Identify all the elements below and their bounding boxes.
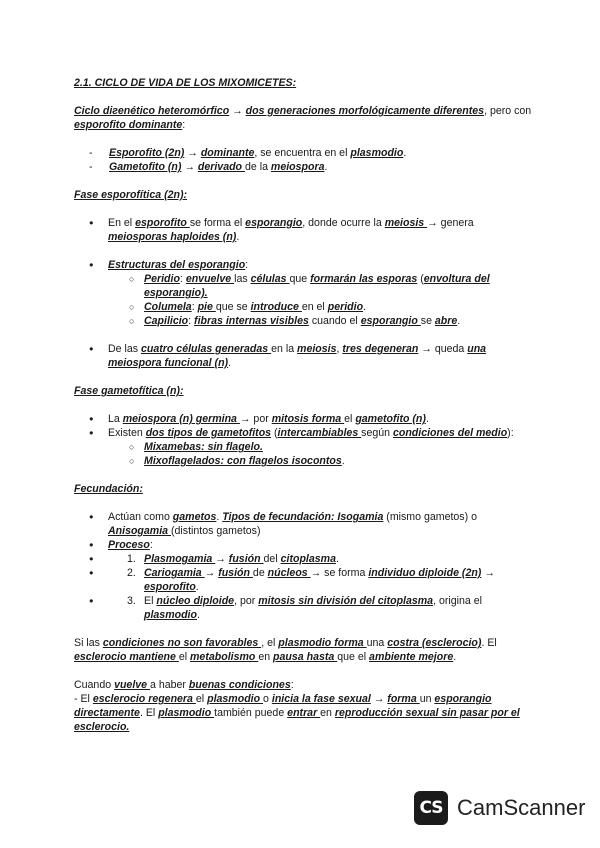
list-item: ● 3. El núcleo diploide, por mitosis sin división del citoplasma, origina el plasmodio. <box>74 594 536 622</box>
paragraph-esclerocio: Si las condiciones no son favorables , el plasmodio forma una costra (esclerocio). El esclerocio mantiene el metabolismo en pausa hasta que el ambiente mejore. <box>74 637 497 663</box>
list-item: - Gametofito (n) → derivado de la meiospora. <box>74 160 536 174</box>
list-item: ○ Columela: pie que se introduce en el peridio. <box>74 300 536 314</box>
list-item: ● 2. Cariogamia → fusión de núcleos → se forma individuo diploide (2n) → esporofito. <box>74 566 536 594</box>
esporofitica-list <box>74 216 536 370</box>
list-item: ● 1. Plasmogamia → fusión del citoplasma. <box>74 552 536 566</box>
section-heading-fecundacion: Fecundación: <box>74 483 143 495</box>
intro-list <box>74 146 536 174</box>
list-item: ○ Mixoflagelados: con flagelos isocontos. <box>74 454 536 468</box>
proceso-steps <box>74 552 536 622</box>
camscanner-logo <box>414 791 585 825</box>
list-item: ● De las cuatro células generadas en la meiosis, tres degeneran → queda una meiospora funcional (n). <box>74 342 536 370</box>
camscanner-wordmark: CamScanner <box>457 795 586 820</box>
list-item: ● Existen dos tipos de gametofitos (intercambiables según condiciones del medio): ○ Mixamebas: sin flagelo. ○ Mixoflagelados: con flagelos isocontos. <box>74 426 536 468</box>
list-item: ● En el esporofito se forma el esporangio, donde ocurre la meiosis → genera meiosporas haploides (n). <box>74 216 536 244</box>
section-heading-esporofitica: Fase esporofítica (2n): <box>74 189 188 201</box>
camscanner-icon: CS <box>414 791 448 825</box>
list-item: ● Estructuras del esporangio: ○ Peridio: envuelve las células que formarán las esporas (envoltura del esporangio). ○ Columela: pie que se introduce en el peridio. ○ Capilicio: fibras internas visibles cuando el esporangio se abre. <box>74 258 536 328</box>
list-item: ○ Capilicio: fibras internas visibles cuando el esporangio se abre. <box>74 314 536 328</box>
paragraph-condiciones: Cuando vuelve a haber buenas condiciones: <box>74 679 294 691</box>
intro-paragraph: Ciclo diгenético heteromórfico → dos generaciones morfológicamente diferentes, pero con esporofito dominante: <box>74 105 532 131</box>
list-item: ○ Mixamebas: sin flagelo. <box>74 440 536 454</box>
gametofitica-list <box>74 412 536 468</box>
list-item: ● La meiospora (n) germina → por mitosis forma el gametofito (n). <box>74 412 536 426</box>
list-item: - Esporofito (2n) → dominante, se encuentra en el plasmodio. <box>74 146 536 160</box>
list-item: ○ Peridio: envuelve las células que formarán las esporas (envoltura del esporangio). <box>74 272 536 300</box>
list-item: ● Proceso: ● 1. Plasmogamia → fusión del citoplasma. ● 2. Cariogamia → fusión de núcleos → se forma individuo diploide (2n) → esporofito. ● 3. El núcleo diploide, por mitosis sin división del citoplasma, origina el plasmodio. <box>74 538 536 622</box>
document-page <box>74 76 536 734</box>
paragraph-regenera: - El esclerocio regenera el plasmodio o inicia la fase sexual → forma un esporangio directamente. El plasmodio también puede entrar en reproducción sexual sin pasar por el esclerocio. <box>74 693 520 733</box>
intro-term: Ciclo diгenético heteromórfico <box>74 105 230 117</box>
section-heading-gametofitica: Fase gametofítica (n): <box>74 385 184 397</box>
document-title: 2.1. CICLO DE VIDA DE LOS MIXOMICETES: <box>74 77 297 89</box>
gametofitos-sublist <box>74 440 536 468</box>
estructuras-sublist <box>74 272 536 328</box>
fecundacion-list <box>74 510 536 622</box>
list-item: ● Actúan como gametos. Tipos de fecundación: Isogamia (mismo gametos) o Anisogamia (distintos gametos) <box>74 510 536 538</box>
